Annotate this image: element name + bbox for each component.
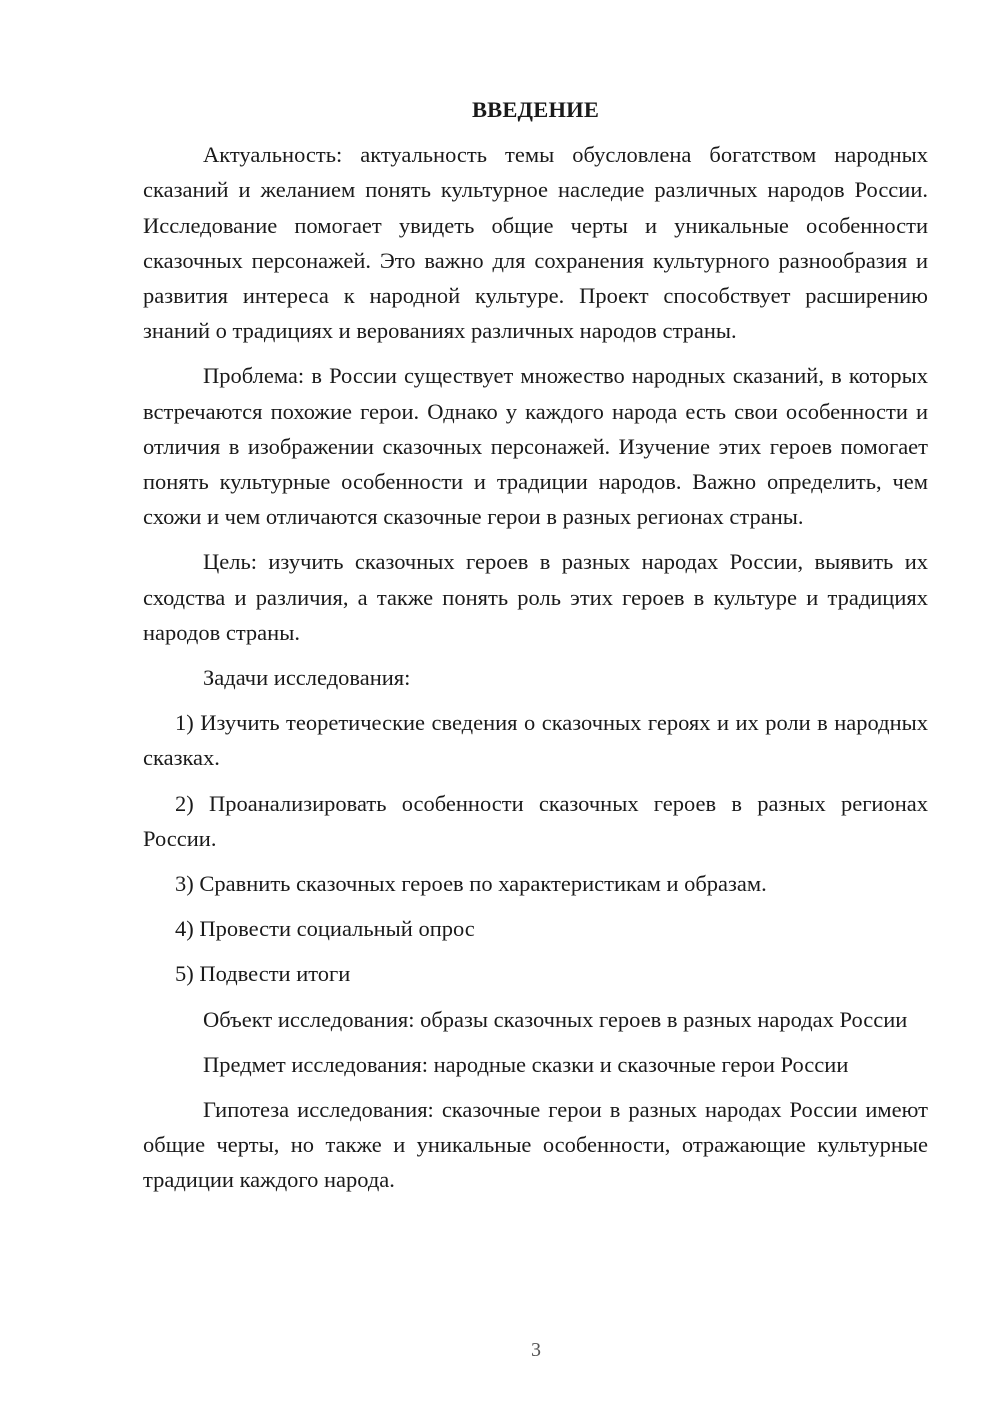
- section-title: ВВЕДЕНИЕ: [471, 97, 600, 122]
- task-item-3: 3) Сравнить сказочных героев по характеристикам и образам.: [175, 871, 767, 897]
- task-item-2: 2) Проанализировать особенности сказочных героев в разных регионах России.: [143, 790, 928, 851]
- goal-paragraph: Цель: изучить сказочных героев в разных народах России, выявить их сходства и различия, а также понять роль этих героев в культуре и традициях народов страны.: [143, 549, 928, 645]
- relevance-paragraph: Актуальность: актуальность темы обусловлена богатством народных сказаний и желанием понять культурное наследие различных народов России. Исследование помогает увидеть общие черты и уникальные особенности сказочных персонажей. Это важно для сохранения культурного разнообразия и развития интереса к народной культуре. Проект способствует расширению знаний о традициях и верованиях различных народов страны.: [143, 142, 928, 344]
- object-paragraph: Объект исследования: образы сказочных героев в разных народах России: [203, 1006, 908, 1032]
- task-item-4: 4) Провести социальный опрос: [175, 916, 475, 942]
- task-item-1: 1) Изучить теоретические сведения о сказочных героях и их роли в народных сказках.: [143, 710, 928, 771]
- subject-paragraph: Предмет исследования: народные сказки и сказочные герои России: [203, 1051, 849, 1077]
- tasks-heading: Задачи исследования:: [203, 665, 411, 691]
- hypothesis-paragraph: Гипотеза исследования: сказочные герои в разных народах России имеют общие черты, но также и уникальные особенности, отражающие культурные традиции каждого народа.: [143, 1097, 928, 1193]
- page-number: 3: [531, 1339, 541, 1361]
- document-body: [143, 92, 928, 1208]
- problem-paragraph: Проблема: в России существует множество народных сказаний, в которых встречаются похожие герои. Однако у каждого народа есть свои особенности и отличия в изображении сказочных персонажей. Изучение этих героев помогает понять культурные особенности и традиции народов. Важно определить, чем схожи и чем отличаются сказочные герои в разных регионах страны.: [143, 363, 928, 530]
- task-item-5: 5) Подвести итоги: [175, 961, 351, 987]
